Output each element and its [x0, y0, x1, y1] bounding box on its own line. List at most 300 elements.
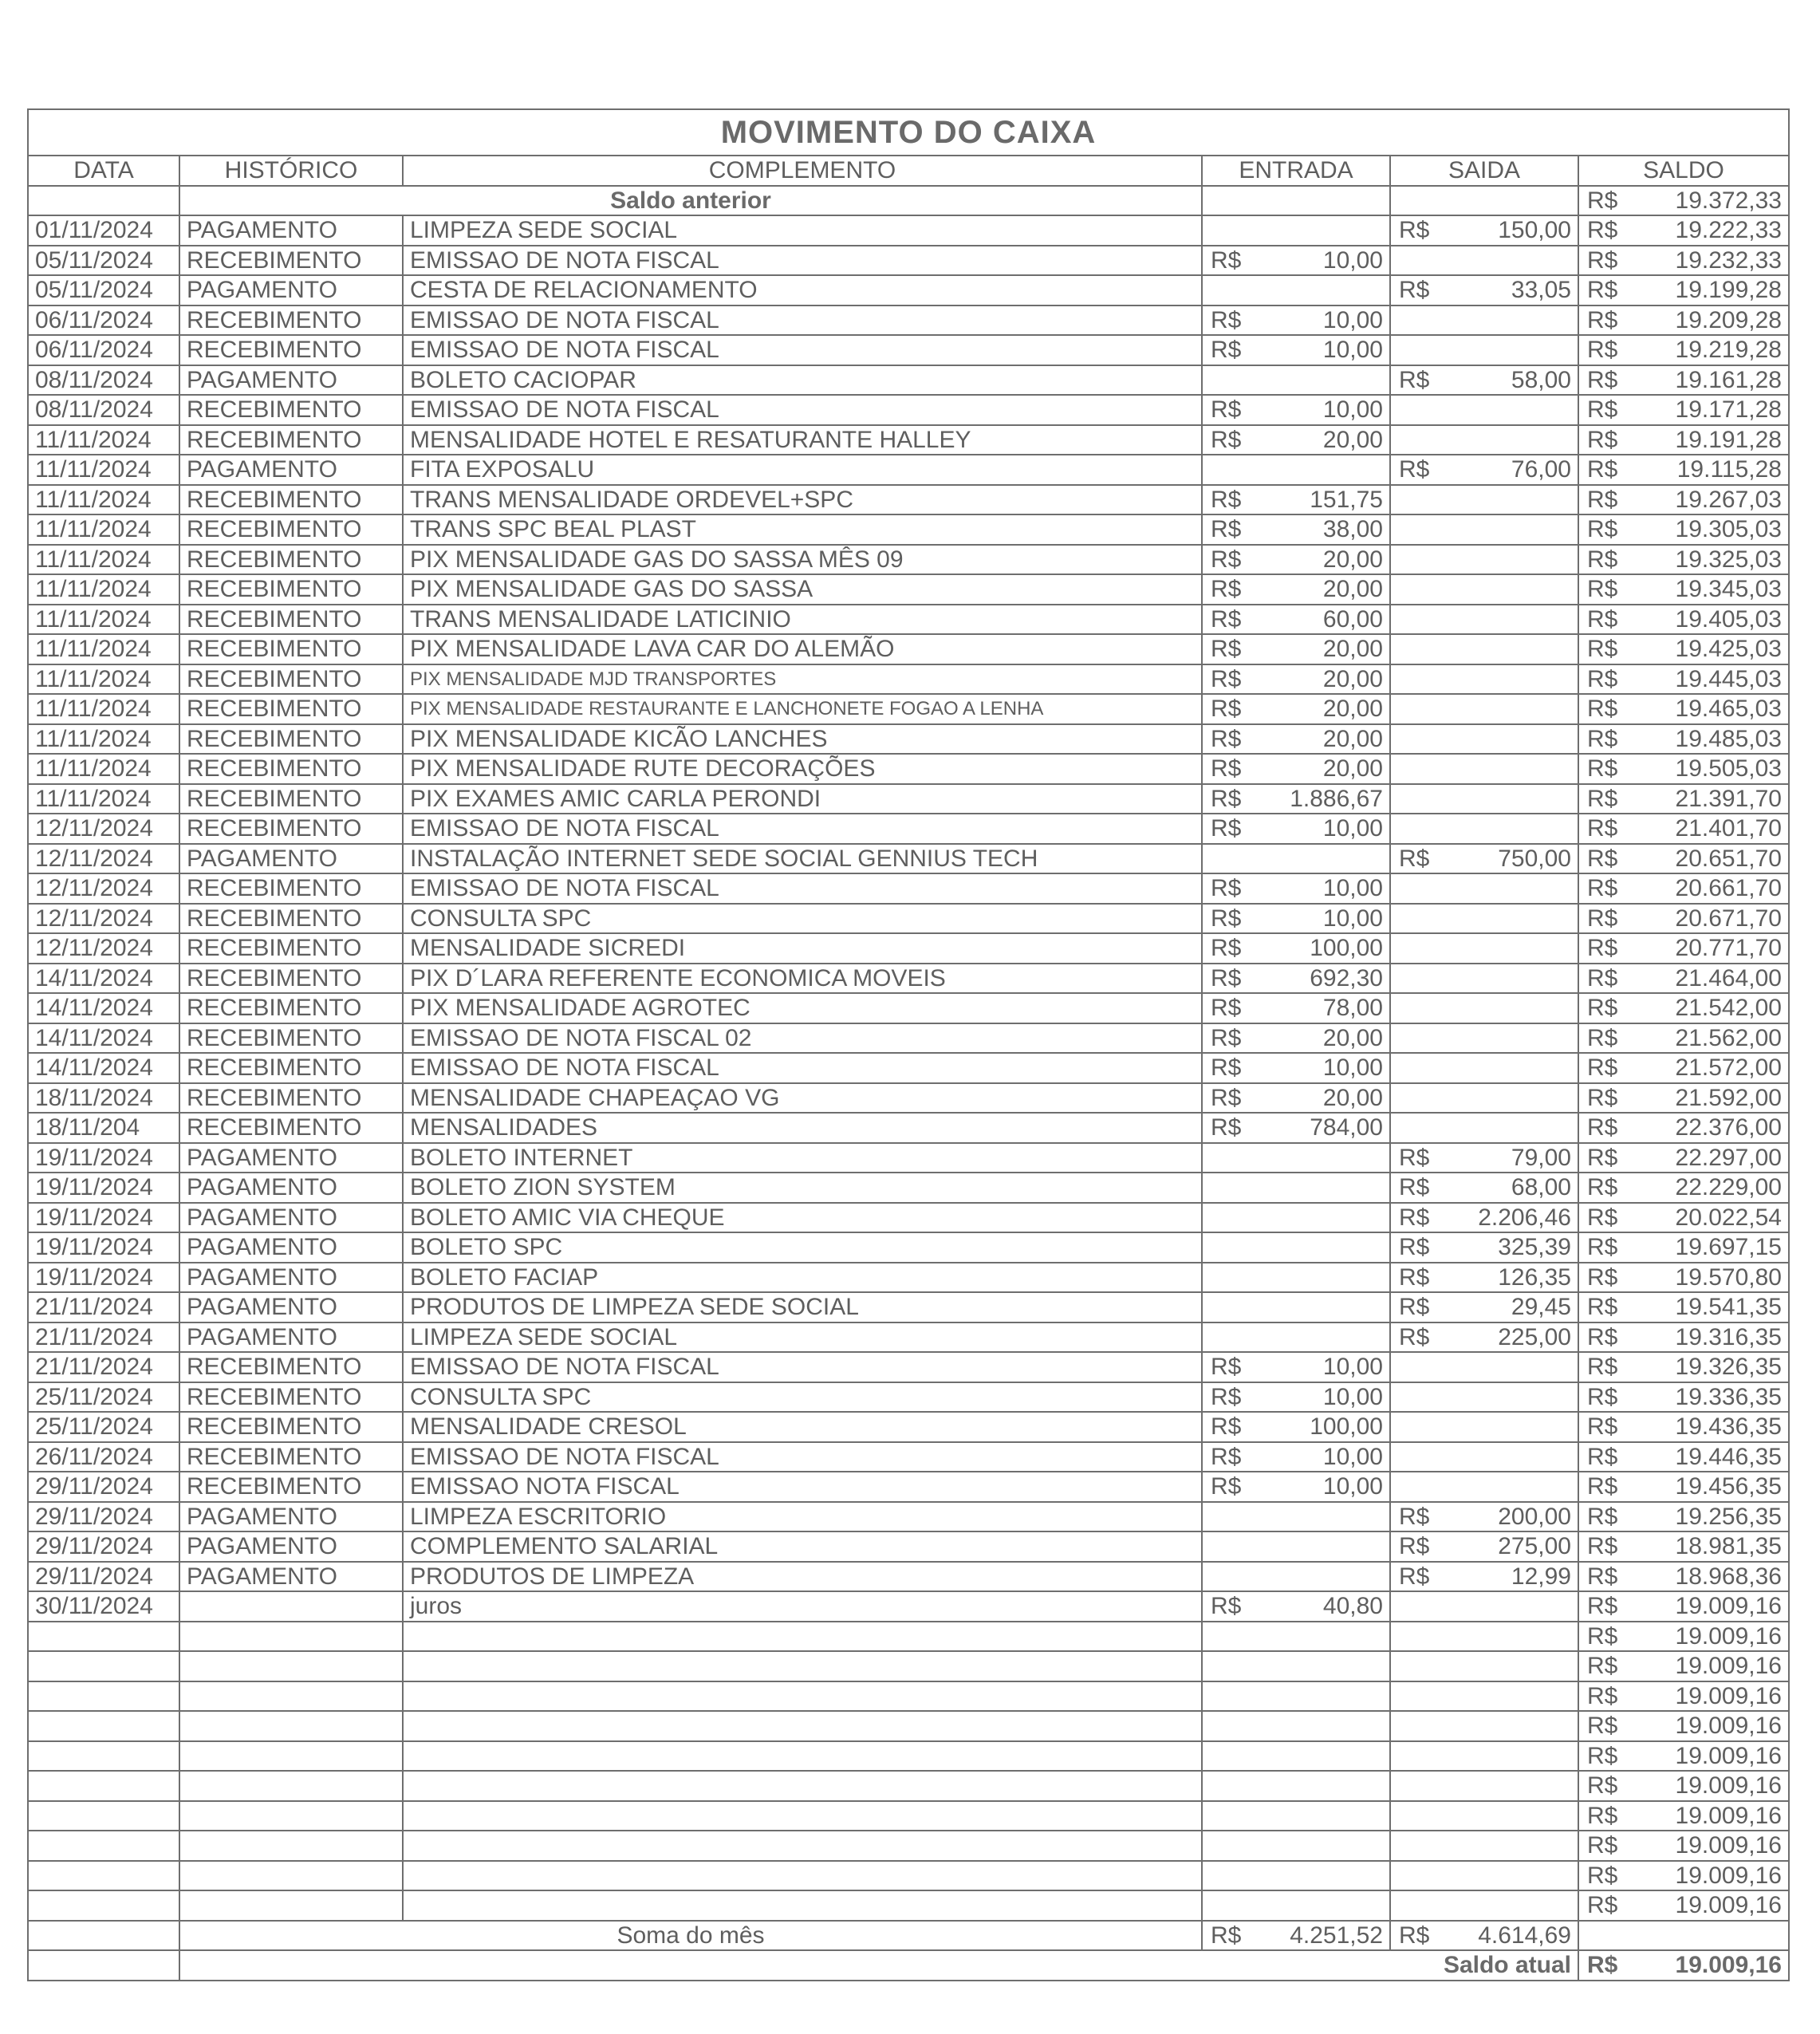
- cell-historico: RECEBIMENTO: [179, 1382, 403, 1413]
- cell-historico: [179, 1801, 403, 1831]
- cell-saldo: R$ 21.592,00: [1578, 1083, 1789, 1114]
- cell-entrada: R$ 692,30: [1202, 964, 1390, 994]
- table-row: [28, 694, 1789, 724]
- column-header-saldo: SALDO: [1578, 156, 1789, 186]
- cell-complemento: MENSALIDADE SICREDI: [403, 933, 1202, 964]
- table-row: [28, 1083, 1789, 1114]
- cell-complemento: BOLETO ZION SYSTEM: [403, 1173, 1202, 1203]
- cell-date: [28, 1622, 179, 1652]
- table-row: [28, 1622, 1789, 1652]
- table-row: [28, 1322, 1789, 1353]
- table-row: [28, 814, 1789, 844]
- cell-date: 11/11/2024: [28, 514, 179, 545]
- cell-historico: [179, 1741, 403, 1772]
- cell-historico: RECEBIMENTO: [179, 873, 403, 904]
- cell-complemento: BOLETO CACIOPAR: [403, 365, 1202, 396]
- cell-saida: [1390, 425, 1578, 455]
- cell-historico: RECEBIMENTO: [179, 395, 403, 425]
- cell-date: [28, 1831, 179, 1861]
- cell-complemento: EMISSAO DE NOTA FISCAL 02: [403, 1023, 1202, 1054]
- cell-entrada: R$ 20,00: [1202, 1083, 1390, 1114]
- cell-complemento: EMISSAO DE NOTA FISCAL: [403, 305, 1202, 336]
- cell-date: 29/11/2024: [28, 1472, 179, 1502]
- cell-saida: [1390, 1801, 1578, 1831]
- cell-historico: RECEBIMENTO: [179, 814, 403, 844]
- cell-saldo: R$ 19.505,03: [1578, 754, 1789, 784]
- cell-complemento: INSTALAÇÃO INTERNET SEDE SOCIAL GENNIUS TECH: [403, 844, 1202, 874]
- cell-saida: [1390, 545, 1578, 575]
- table-row: [28, 634, 1789, 664]
- cell-historico: RECEBIMENTO: [179, 574, 403, 605]
- cell-complemento: MENSALIDADE HOTEL E RESATURANTE HALLEY: [403, 425, 1202, 455]
- cell-saldo: R$ 19.009,16: [1578, 1622, 1789, 1652]
- cell-saida: R$ 225,00: [1390, 1322, 1578, 1353]
- cell-saldo: R$ 22.229,00: [1578, 1173, 1789, 1203]
- cell-entrada: R$ 151,75: [1202, 485, 1390, 515]
- cell-complemento: EMISSAO DE NOTA FISCAL: [403, 246, 1202, 276]
- cell-historico: RECEBIMENTO: [179, 694, 403, 724]
- cell-complemento: [403, 1771, 1202, 1801]
- table-row: [28, 275, 1789, 305]
- cell-saida: [1390, 634, 1578, 664]
- cell-date: 19/11/2024: [28, 1263, 179, 1293]
- current-balance-row: [28, 1950, 1789, 1981]
- cell-date: [28, 1801, 179, 1831]
- cell-date: 06/11/2024: [28, 305, 179, 336]
- cell-saldo: R$ 21.572,00: [1578, 1053, 1789, 1083]
- cell-saldo: R$ 19.009,16: [1578, 1771, 1789, 1801]
- table-row: [28, 754, 1789, 784]
- cell-historico: RECEBIMENTO: [179, 1472, 403, 1502]
- column-header-complemento: COMPLEMENTO: [403, 156, 1202, 186]
- table-row: [28, 545, 1789, 575]
- table-row: [28, 784, 1789, 814]
- cell-saldo: R$ 19.446,35: [1578, 1442, 1789, 1472]
- cell-entrada: R$ 10,00: [1202, 814, 1390, 844]
- cell-date: 11/11/2024: [28, 694, 179, 724]
- cell-saida: [1390, 485, 1578, 515]
- cell-historico: PAGAMENTO: [179, 1292, 403, 1322]
- cell-date: 05/11/2024: [28, 275, 179, 305]
- cell-saldo: R$ 19.570,80: [1578, 1263, 1789, 1293]
- cell-historico: PAGAMENTO: [179, 365, 403, 396]
- cell-date: 29/11/2024: [28, 1562, 179, 1592]
- cell-saldo: R$ 19.232,33: [1578, 246, 1789, 276]
- cell-saida: R$ 33,05: [1390, 275, 1578, 305]
- cell-saida: [1390, 1861, 1578, 1891]
- cell-date: 18/11/204: [28, 1113, 179, 1143]
- cell-date: 19/11/2024: [28, 1203, 179, 1233]
- cell-saldo: R$ 21.401,70: [1578, 814, 1789, 844]
- cell-saida: R$ 76,00: [1390, 455, 1578, 485]
- cell-saldo: R$ 19.326,35: [1578, 1352, 1789, 1382]
- monthly-total-saida: R$ 4.614,69: [1390, 1921, 1578, 1951]
- cell-date: 19/11/2024: [28, 1143, 179, 1173]
- cell-saldo: R$ 19.009,16: [1578, 1831, 1789, 1861]
- table-row: [28, 455, 1789, 485]
- cell-saida: [1390, 1472, 1578, 1502]
- cell-date: 25/11/2024: [28, 1412, 179, 1442]
- cell-complemento: MENSALIDADE CRESOL: [403, 1412, 1202, 1442]
- table-row: [28, 1412, 1789, 1442]
- table-row: [28, 1531, 1789, 1562]
- table-row: [28, 964, 1789, 994]
- cell-entrada: R$ 10,00: [1202, 246, 1390, 276]
- cell-historico: [179, 1861, 403, 1891]
- cell-date: 14/11/2024: [28, 1053, 179, 1083]
- cell-saldo: R$ 18.981,35: [1578, 1531, 1789, 1562]
- cell-date: [28, 1771, 179, 1801]
- cell-date: 11/11/2024: [28, 545, 179, 575]
- cell-saldo: R$ 20.651,70: [1578, 844, 1789, 874]
- cell-entrada: R$ 20,00: [1202, 545, 1390, 575]
- table-row: [28, 1651, 1789, 1681]
- cell-saida: [1390, 1681, 1578, 1712]
- cell-saldo: R$ 19.485,03: [1578, 724, 1789, 755]
- cell-entrada: [1202, 1890, 1390, 1921]
- cell-saida: [1390, 754, 1578, 784]
- cell-complemento: [403, 1622, 1202, 1652]
- cash-movement-table: [27, 108, 1790, 1981]
- cell-historico: RECEBIMENTO: [179, 1023, 403, 1054]
- cell-historico: RECEBIMENTO: [179, 545, 403, 575]
- table-header-row: [28, 156, 1789, 186]
- cell-entrada: [1202, 1531, 1390, 1562]
- cell-entrada: R$ 10,00: [1202, 335, 1390, 365]
- cell-saldo: R$ 22.297,00: [1578, 1143, 1789, 1173]
- cell-saida: [1390, 993, 1578, 1023]
- table-row: [28, 1502, 1789, 1532]
- cell-date: 12/11/2024: [28, 873, 179, 904]
- table-row: [28, 844, 1789, 874]
- cell-saldo: R$ 19.256,35: [1578, 1502, 1789, 1532]
- cell-historico: [179, 1831, 403, 1861]
- cell-complemento: MENSALIDADE CHAPEAÇAO VG: [403, 1083, 1202, 1114]
- cell-date: 21/11/2024: [28, 1322, 179, 1353]
- cell-saida: R$ 29,45: [1390, 1292, 1578, 1322]
- cell-historico: RECEBIMENTO: [179, 993, 403, 1023]
- cell-saldo: R$ 20.671,70: [1578, 904, 1789, 934]
- cell-date: 30/11/2024: [28, 1591, 179, 1622]
- table-row: [28, 1352, 1789, 1382]
- cell-entrada: [1202, 844, 1390, 874]
- table-row: [28, 1113, 1789, 1143]
- cell-historico: RECEBIMENTO: [179, 724, 403, 755]
- cell-historico: RECEBIMENTO: [179, 784, 403, 814]
- opening-balance-label: Saldo anterior: [179, 186, 1202, 216]
- cell-saida: [1390, 574, 1578, 605]
- cell-saida: R$ 12,99: [1390, 1562, 1578, 1592]
- table-row: [28, 904, 1789, 934]
- cell-complemento: EMISSAO DE NOTA FISCAL: [403, 814, 1202, 844]
- table-row: [28, 1711, 1789, 1741]
- cell-saldo: R$ 18.968,36: [1578, 1562, 1789, 1592]
- cell-saida: [1390, 904, 1578, 934]
- cell-date: 26/11/2024: [28, 1442, 179, 1472]
- cell-saida: [1390, 1352, 1578, 1382]
- cell-date: [28, 1651, 179, 1681]
- cell-saida: [1390, 305, 1578, 336]
- cell-historico: RECEBIMENTO: [179, 425, 403, 455]
- cell-complemento: LIMPEZA SEDE SOCIAL: [403, 215, 1202, 246]
- cell-complemento: TRANS MENSALIDADE LATICINIO: [403, 605, 1202, 635]
- cell-historico: RECEBIMENTO: [179, 1113, 403, 1143]
- cell-complemento: TRANS MENSALIDADE ORDEVEL+SPC: [403, 485, 1202, 515]
- cell-saldo: R$ 19.009,16: [1578, 1890, 1789, 1921]
- cell-date: 12/11/2024: [28, 933, 179, 964]
- table-row: [28, 574, 1789, 605]
- table-row: [28, 1173, 1789, 1203]
- cell-entrada: R$ 100,00: [1202, 933, 1390, 964]
- cell-saldo: R$ 19.161,28: [1578, 365, 1789, 396]
- cell-saida: [1390, 514, 1578, 545]
- cell-historico: PAGAMENTO: [179, 1203, 403, 1233]
- cell-date: 11/11/2024: [28, 664, 179, 695]
- cell-saldo: R$ 19.445,03: [1578, 664, 1789, 695]
- cell-saldo: R$ 19.336,35: [1578, 1382, 1789, 1413]
- cell-saldo: R$ 19.009,16: [1578, 1711, 1789, 1741]
- table-row: [28, 605, 1789, 635]
- cell-date: [28, 1711, 179, 1741]
- cell-date: [28, 1741, 179, 1772]
- cell-entrada: R$ 20,00: [1202, 425, 1390, 455]
- table-row: [28, 1472, 1789, 1502]
- cell-saida: [1390, 964, 1578, 994]
- cell-saldo: R$ 19.541,35: [1578, 1292, 1789, 1322]
- cell-date: [28, 1890, 179, 1921]
- cell-historico: RECEBIMENTO: [179, 605, 403, 635]
- cell-saldo: R$ 19.267,03: [1578, 485, 1789, 515]
- table-row: [28, 1023, 1789, 1054]
- cell-entrada: [1202, 1292, 1390, 1322]
- cell-saldo: R$ 19.171,28: [1578, 395, 1789, 425]
- cell-entrada: R$ 10,00: [1202, 1053, 1390, 1083]
- cell-saida: [1390, 1622, 1578, 1652]
- current-balance-saldo: R$ 19.009,16: [1578, 1950, 1789, 1981]
- cell-entrada: [1202, 1502, 1390, 1532]
- cell-entrada: R$ 40,80: [1202, 1591, 1390, 1622]
- cell-saldo: R$ 19.325,03: [1578, 545, 1789, 575]
- cell-saldo: R$ 19.697,15: [1578, 1232, 1789, 1263]
- cell-date: 11/11/2024: [28, 425, 179, 455]
- cell-date: [28, 1681, 179, 1712]
- cell-entrada: R$ 20,00: [1202, 634, 1390, 664]
- cell-saida: [1390, 814, 1578, 844]
- cell-saida: [1390, 694, 1578, 724]
- table-row: [28, 485, 1789, 515]
- cell-complemento: [403, 1741, 1202, 1772]
- cell-date: 11/11/2024: [28, 455, 179, 485]
- table-row: [28, 1591, 1789, 1622]
- cell-saldo: R$ 20.771,70: [1578, 933, 1789, 964]
- cell-saida: [1390, 784, 1578, 814]
- table-row: [28, 1801, 1789, 1831]
- cell-complemento: LIMPEZA ESCRITORIO: [403, 1502, 1202, 1532]
- cell-saida: [1390, 1890, 1578, 1921]
- cell-date: 11/11/2024: [28, 605, 179, 635]
- cell-entrada: [1202, 1263, 1390, 1293]
- cell-saida: [1390, 664, 1578, 695]
- cell-saldo: R$ 19.115,28: [1578, 455, 1789, 485]
- cell-complemento: CONSULTA SPC: [403, 1382, 1202, 1413]
- cell-entrada: R$ 784,00: [1202, 1113, 1390, 1143]
- cell-entrada: R$ 20,00: [1202, 724, 1390, 755]
- cell-historico: [179, 1890, 403, 1921]
- cell-saida: [1390, 1741, 1578, 1772]
- cell-entrada: [1202, 215, 1390, 246]
- cell-complemento: EMISSAO DE NOTA FISCAL: [403, 1442, 1202, 1472]
- cell-date: 12/11/2024: [28, 814, 179, 844]
- column-header-entrada: ENTRADA: [1202, 156, 1390, 186]
- cell-date: [28, 1861, 179, 1891]
- table-row: [28, 246, 1789, 276]
- cell-historico: RECEBIMENTO: [179, 664, 403, 695]
- cell-historico: RECEBIMENTO: [179, 904, 403, 934]
- column-header-historico: HISTÓRICO: [179, 156, 403, 186]
- cell-complemento: LIMPEZA SEDE SOCIAL: [403, 1322, 1202, 1353]
- cell-entrada: R$ 10,00: [1202, 1382, 1390, 1413]
- cell-saldo: R$ 19.209,28: [1578, 305, 1789, 336]
- cell-entrada: R$ 10,00: [1202, 1352, 1390, 1382]
- cell-date: 11/11/2024: [28, 754, 179, 784]
- cell-complemento: PIX MENSALIDADE GAS DO SASSA: [403, 574, 1202, 605]
- cell-entrada: [1202, 1651, 1390, 1681]
- cell-saldo: R$ 19.199,28: [1578, 275, 1789, 305]
- cell-complemento: [403, 1711, 1202, 1741]
- cell-complemento: PIX D´LARA REFERENTE ECONOMICA MOVEIS: [403, 964, 1202, 994]
- column-header-data: DATA: [28, 156, 179, 186]
- cell-historico: PAGAMENTO: [179, 1232, 403, 1263]
- table-row: [28, 1263, 1789, 1293]
- cell-date: 18/11/2024: [28, 1083, 179, 1114]
- cell-saldo: R$ 19.345,03: [1578, 574, 1789, 605]
- cell-date: 11/11/2024: [28, 485, 179, 515]
- cell-historico: PAGAMENTO: [179, 1263, 403, 1293]
- cell-historico: [179, 1591, 403, 1622]
- cell-historico: RECEBIMENTO: [179, 335, 403, 365]
- cell-date: 19/11/2024: [28, 1173, 179, 1203]
- cell-entrada: [1202, 1801, 1390, 1831]
- cell-saldo: R$ 19.009,16: [1578, 1591, 1789, 1622]
- cell-complemento: EMISSAO DE NOTA FISCAL: [403, 395, 1202, 425]
- cell-saida: [1390, 1382, 1578, 1413]
- cell-saldo: R$ 20.022,54: [1578, 1203, 1789, 1233]
- cell-complemento: EMISSAO DE NOTA FISCAL: [403, 1053, 1202, 1083]
- cell-saldo: R$ 19.009,16: [1578, 1651, 1789, 1681]
- opening-balance-row: [28, 186, 1789, 216]
- cell-complemento: EMISSAO DE NOTA FISCAL: [403, 1352, 1202, 1382]
- cell-entrada: R$ 20,00: [1202, 694, 1390, 724]
- cell-historico: PAGAMENTO: [179, 1502, 403, 1532]
- cell-complemento: BOLETO SPC: [403, 1232, 1202, 1263]
- cell-date: 08/11/2024: [28, 395, 179, 425]
- cell-saldo: R$ 19.305,03: [1578, 514, 1789, 545]
- cell-saida: [1390, 1831, 1578, 1861]
- table-row: [28, 933, 1789, 964]
- table-row: [28, 1771, 1789, 1801]
- cell-date: 29/11/2024: [28, 1502, 179, 1532]
- cell-saida: R$ 325,39: [1390, 1232, 1578, 1263]
- cell-saida: [1390, 1711, 1578, 1741]
- cell-complemento: juros: [403, 1591, 1202, 1622]
- cell-saida: [1390, 335, 1578, 365]
- cash-ledger-sheet: [27, 108, 1788, 1981]
- cell-complemento: TRANS SPC BEAL PLAST: [403, 514, 1202, 545]
- cell-complemento: PIX MENSALIDADE RUTE DECORAÇÕES: [403, 754, 1202, 784]
- cell-saida: [1390, 1023, 1578, 1054]
- cell-entrada: [1202, 455, 1390, 485]
- cell-entrada: R$ 10,00: [1202, 305, 1390, 336]
- cell-entrada: R$ 20,00: [1202, 1023, 1390, 1054]
- table-row: [28, 1382, 1789, 1413]
- cell-saldo: R$ 19.009,16: [1578, 1861, 1789, 1891]
- cell-date: 06/11/2024: [28, 335, 179, 365]
- cell-complemento: PIX MENSALIDADE AGROTEC: [403, 993, 1202, 1023]
- page-title: MOVIMENTO DO CAIXA: [28, 109, 1789, 156]
- table-row: [28, 395, 1789, 425]
- cell-historico: PAGAMENTO: [179, 215, 403, 246]
- cell-saldo: R$ 19.191,28: [1578, 425, 1789, 455]
- cell-saida: [1390, 724, 1578, 755]
- cell-historico: RECEBIMENTO: [179, 246, 403, 276]
- cell-entrada: R$ 1.886,67: [1202, 784, 1390, 814]
- cell-complemento: PIX MENSALIDADE RESTAURANTE E LANCHONETE FOGAO A LENHA: [403, 694, 1202, 724]
- table-row: [28, 1861, 1789, 1891]
- cell-saldo: R$ 19.316,35: [1578, 1322, 1789, 1353]
- cell-saida: [1390, 1412, 1578, 1442]
- cell-entrada: [1202, 1771, 1390, 1801]
- table-row: [28, 425, 1789, 455]
- cell-complemento: BOLETO INTERNET: [403, 1143, 1202, 1173]
- cell-entrada: [1202, 365, 1390, 396]
- cell-entrada: [1202, 1622, 1390, 1652]
- cell-historico: [179, 1651, 403, 1681]
- cell-saida: [1390, 395, 1578, 425]
- cell-saldo: R$ 19.465,03: [1578, 694, 1789, 724]
- cell-historico: RECEBIMENTO: [179, 485, 403, 515]
- cell-date: 05/11/2024: [28, 246, 179, 276]
- cell-complemento: PIX EXAMES AMIC CARLA PERONDI: [403, 784, 1202, 814]
- cell-complemento: PIX MENSALIDADE LAVA CAR DO ALEMÃO: [403, 634, 1202, 664]
- cell-historico: [179, 1771, 403, 1801]
- table-row: [28, 215, 1789, 246]
- table-row: [28, 1442, 1789, 1472]
- cell-date: 12/11/2024: [28, 904, 179, 934]
- cell-date: 21/11/2024: [28, 1292, 179, 1322]
- cell-saldo: R$ 19.425,03: [1578, 634, 1789, 664]
- cell-complemento: CESTA DE RELACIONAMENTO: [403, 275, 1202, 305]
- cell-entrada: R$ 78,00: [1202, 993, 1390, 1023]
- cell-entrada: R$ 38,00: [1202, 514, 1390, 545]
- cell-historico: RECEBIMENTO: [179, 1352, 403, 1382]
- cell-historico: RECEBIMENTO: [179, 1083, 403, 1114]
- table-row: [28, 365, 1789, 396]
- table-row: [28, 1831, 1789, 1861]
- cell-historico: PAGAMENTO: [179, 1143, 403, 1173]
- table-row: [28, 1053, 1789, 1083]
- cell-date: 11/11/2024: [28, 634, 179, 664]
- cell-saida: R$ 68,00: [1390, 1173, 1578, 1203]
- monthly-total-entrada: R$ 4.251,52: [1202, 1921, 1390, 1951]
- cell-historico: [179, 1622, 403, 1652]
- cell-date: 11/11/2024: [28, 784, 179, 814]
- cell-complemento: [403, 1890, 1202, 1921]
- cell-entrada: R$ 100,00: [1202, 1412, 1390, 1442]
- cell-saldo: R$ 21.391,70: [1578, 784, 1789, 814]
- cell-saldo: R$ 19.456,35: [1578, 1472, 1789, 1502]
- cell-entrada: R$ 20,00: [1202, 574, 1390, 605]
- cell-saida: R$ 79,00: [1390, 1143, 1578, 1173]
